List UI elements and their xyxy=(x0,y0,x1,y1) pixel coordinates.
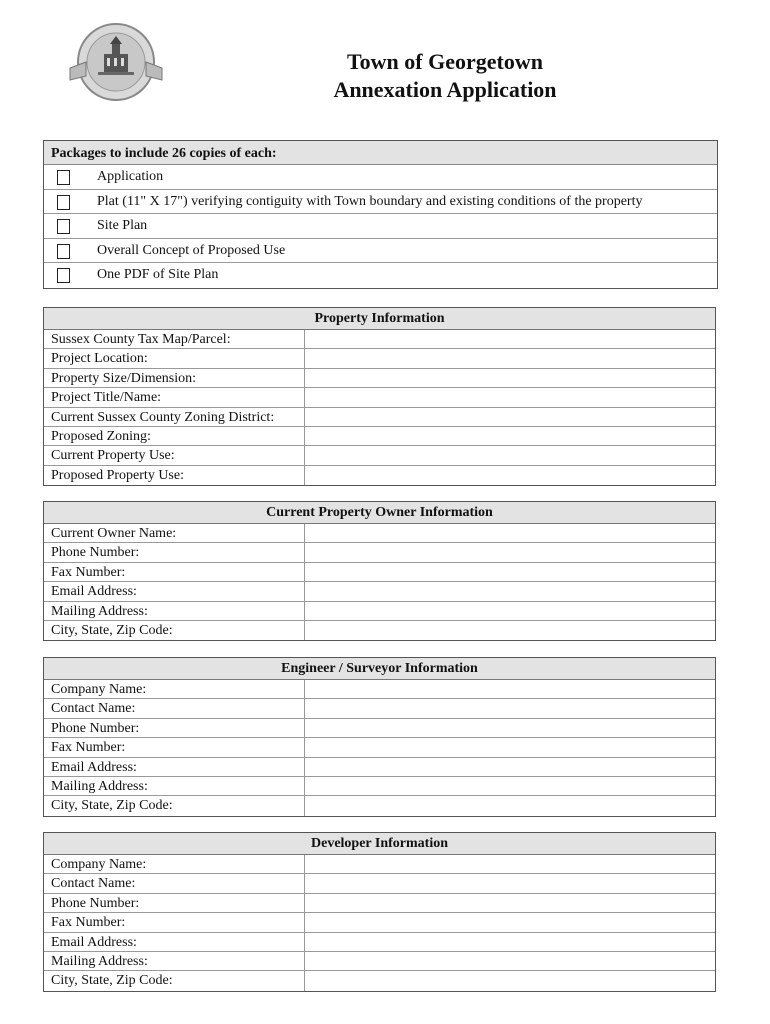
field-input[interactable] xyxy=(305,602,715,620)
form-row xyxy=(44,621,715,640)
form-row xyxy=(44,582,715,601)
field-label: Email Address: xyxy=(44,582,305,600)
field-label: Phone Number: xyxy=(44,543,305,561)
field-input[interactable] xyxy=(305,621,715,640)
field-input[interactable] xyxy=(305,369,715,387)
package-item-label: One PDF of Site Plan xyxy=(97,267,219,283)
package-item-label: Application xyxy=(97,169,164,184)
field-label: Email Address: xyxy=(44,933,305,951)
form-row xyxy=(44,349,715,368)
field-input[interactable] xyxy=(305,543,715,561)
package-item-plat xyxy=(44,190,717,215)
form-row xyxy=(44,933,715,952)
owner-information-section xyxy=(43,501,716,641)
field-label: Project Location: xyxy=(44,349,305,367)
field-label: Property Size/Dimension: xyxy=(44,369,305,387)
form-row xyxy=(44,388,715,407)
checkbox[interactable] xyxy=(57,219,70,234)
field-label: Project Title/Name: xyxy=(44,388,305,406)
package-item-application xyxy=(44,165,717,190)
form-row xyxy=(44,602,715,621)
form-row xyxy=(44,369,715,388)
form-row xyxy=(44,446,715,465)
field-label: Proposed Zoning: xyxy=(44,427,305,445)
field-input[interactable] xyxy=(305,680,715,698)
field-input[interactable] xyxy=(305,524,715,542)
field-input[interactable] xyxy=(305,388,715,406)
property-information-section xyxy=(43,307,716,486)
field-input[interactable] xyxy=(305,855,715,873)
field-label: Company Name: xyxy=(44,855,305,873)
field-label: Proposed Property Use: xyxy=(44,466,305,485)
form-row xyxy=(44,738,715,757)
package-item-label: Overall Concept of Proposed Use xyxy=(97,242,286,258)
engineer-surveyor-section xyxy=(43,657,716,817)
field-input[interactable] xyxy=(305,758,715,776)
form-row xyxy=(44,796,715,815)
form-row xyxy=(44,563,715,582)
field-label: Fax Number: xyxy=(44,738,305,756)
section-heading: Current Property Owner Information xyxy=(44,502,715,524)
packages-heading: Packages to include 26 copies of each: xyxy=(44,141,717,165)
field-input[interactable] xyxy=(305,582,715,600)
checkbox[interactable] xyxy=(57,195,70,210)
package-item-label: Site Plan xyxy=(97,218,148,234)
field-input[interactable] xyxy=(305,874,715,892)
field-label: Current Property Use: xyxy=(44,446,305,464)
field-input[interactable] xyxy=(305,427,715,445)
package-item-site-plan xyxy=(44,214,717,239)
field-input[interactable] xyxy=(305,971,715,990)
field-label: Fax Number: xyxy=(44,563,305,581)
field-input[interactable] xyxy=(305,796,715,815)
field-input[interactable] xyxy=(305,446,715,464)
field-input[interactable] xyxy=(305,466,715,485)
checkbox[interactable] xyxy=(57,268,70,283)
field-label: Phone Number: xyxy=(44,719,305,737)
field-label: City, State, Zip Code: xyxy=(44,971,305,990)
field-label: Contact Name: xyxy=(44,874,305,892)
form-row xyxy=(44,913,715,932)
form-row xyxy=(44,952,715,971)
package-item-pdf xyxy=(44,263,717,288)
field-label: Phone Number: xyxy=(44,894,305,912)
field-label: City, State, Zip Code: xyxy=(44,796,305,815)
town-seal-icon xyxy=(66,20,166,104)
form-row xyxy=(44,466,715,485)
field-input[interactable] xyxy=(305,699,715,717)
section-heading: Developer Information xyxy=(44,833,715,855)
field-label: Mailing Address: xyxy=(44,602,305,620)
checkbox[interactable] xyxy=(57,170,70,185)
field-label: Mailing Address: xyxy=(44,777,305,795)
field-label: Fax Number: xyxy=(44,913,305,931)
field-input[interactable] xyxy=(305,777,715,795)
checkbox[interactable] xyxy=(57,244,70,259)
form-row xyxy=(44,524,715,543)
form-row xyxy=(44,777,715,796)
field-input[interactable] xyxy=(305,738,715,756)
field-label: City, State, Zip Code: xyxy=(44,621,305,640)
form-row xyxy=(44,330,715,349)
field-label: Current Sussex County Zoning District: xyxy=(44,408,305,426)
developer-information-section xyxy=(43,832,716,992)
form-row xyxy=(44,971,715,990)
field-label: Current Owner Name: xyxy=(44,524,305,542)
field-input[interactable] xyxy=(305,349,715,367)
form-row xyxy=(44,699,715,718)
form-row xyxy=(44,543,715,562)
field-input[interactable] xyxy=(305,719,715,737)
field-label: Email Address: xyxy=(44,758,305,776)
field-input[interactable] xyxy=(305,933,715,951)
packages-checklist xyxy=(43,140,718,289)
section-heading: Engineer / Surveyor Information xyxy=(44,658,715,680)
field-input[interactable] xyxy=(305,408,715,426)
form-row xyxy=(44,427,715,446)
form-row xyxy=(44,758,715,777)
field-label: Company Name: xyxy=(44,680,305,698)
form-row xyxy=(44,894,715,913)
form-row xyxy=(44,408,715,427)
form-row xyxy=(44,874,715,893)
field-input[interactable] xyxy=(305,913,715,931)
package-item-concept xyxy=(44,239,717,264)
package-item-label: Plat (11" X 17") verifying contiguity with Town boundary and existing conditions of the property xyxy=(97,193,643,209)
field-input[interactable] xyxy=(305,894,715,912)
form-row xyxy=(44,855,715,874)
form-row xyxy=(44,719,715,738)
field-label: Contact Name: xyxy=(44,699,305,717)
form-row xyxy=(44,680,715,699)
field-input[interactable] xyxy=(305,952,715,970)
field-input[interactable] xyxy=(305,563,715,581)
document-title-line2: Annexation Application xyxy=(333,77,557,102)
field-label: Sussex County Tax Map/Parcel: xyxy=(44,330,305,348)
section-heading: Property Information xyxy=(44,308,715,330)
document-title-line1: Town of Georgetown xyxy=(347,49,543,74)
field-input[interactable] xyxy=(305,330,715,348)
field-label: Mailing Address: xyxy=(44,952,305,970)
